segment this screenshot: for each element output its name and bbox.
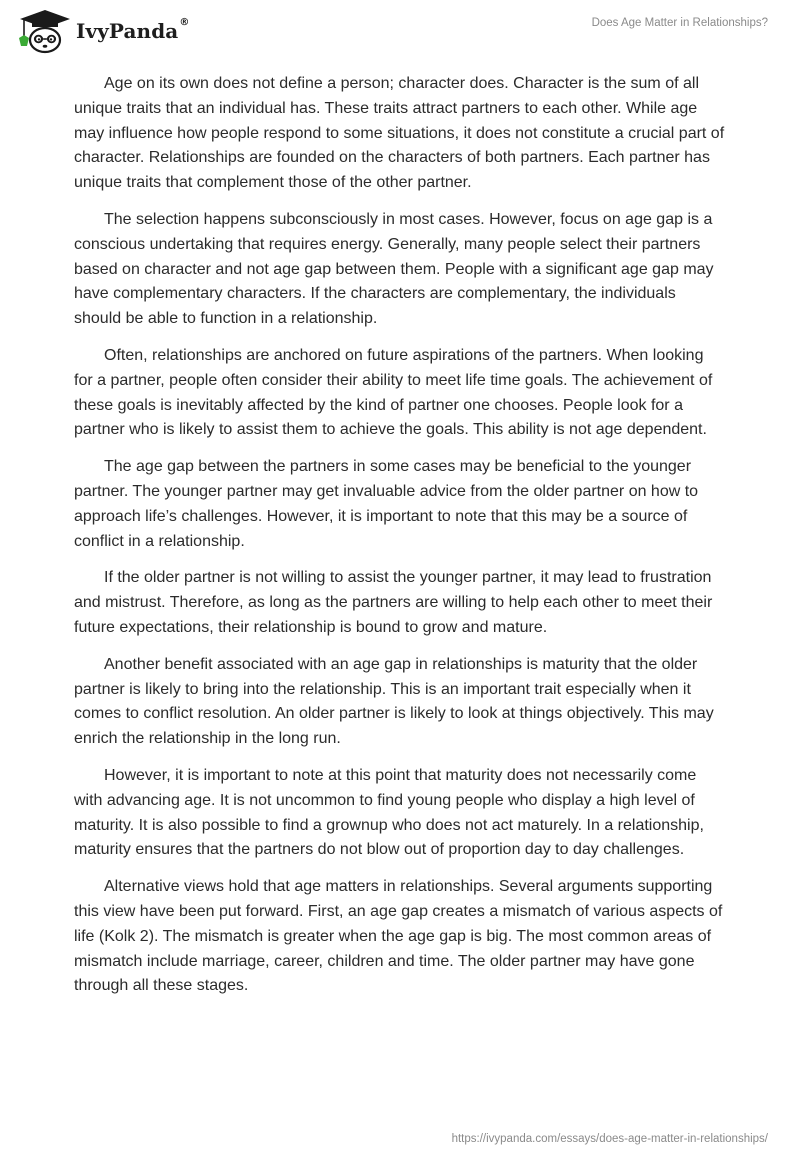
ivypanda-logo[interactable] [14, 8, 189, 54]
paragraph: If the older partner is not willing to assist the younger partner, it may lead to frustration and mistrust. Therefore, as long as the partners are willing to help each other to meet their future expectations, their relationship is bound to grow and mature. [74, 569, 713, 636]
essay-body [74, 72, 726, 1011]
source-url-link[interactable]: https://ivypanda.com/essays/does-age-matter-in-relationships/ [451, 1133, 768, 1145]
paragraph: The selection happens subconsciously in most cases. However, focus on age gap is a conscious undertaking that requires energy. Generally, many people select their partners based on character and not age gap between them. People with a significant age gap may have complementary characters. If the characters are complementary, the individuals should be able to function in a relationship. [74, 210, 714, 328]
page-header [0, 0, 800, 60]
paragraph: Age on its own does not define a person; character does. Character is the sum of all unique traits that an individual has. These traits attract partners to each other. While age may influence how people respond to some situations, it does not constitute a crucial part of character. Relationships are founded on the characters of both partners. Each partner has unique traits that complement those of the other partner. [74, 75, 725, 192]
registered-mark: ® [179, 16, 190, 28]
paragraph: Alternative views hold that age matters in relationships. Several arguments supporting this view have been put forward. First, an age gap creates a mismatch of various aspects of life (Kolk 2). The mismatch is greater when the age gap is big. The most common areas of mismatch include marriage, career, children and time. The older partner may have gone through all these stages. [74, 878, 723, 995]
paragraph: The age gap between the partners in some cases may be beneficial to the younger partner. The younger partner may get invaluable advice from the older partner on how to approach life’s challenges. However, it is important to note that this may be a source of conflict in a relationship. [74, 458, 699, 550]
document-title: Does Age Matter in Relationships? [591, 17, 768, 29]
paragraph: However, it is important to note at this point that maturity does not necessarily come with advancing age. It is not uncommon to find young people who display a high level of maturity. It is also possible to find a grownup who does not act maturely. In a relationship, maturity ensures that the partners do not blow out of proportion day to day challenges. [74, 766, 704, 859]
brand-name: IvyPanda [76, 19, 179, 43]
paragraph: Often, relationships are anchored on future aspirations of the partners. When looking for a partner, people often consider their ability to meet life time goals. The achievement of these goals is inevitably affected by the kind of partner one chooses. People look for a partner who is likely to assist them to achieve the goals. This ability is not age dependent. [74, 346, 713, 439]
paragraph: Another benefit associated with an age gap in relationships is maturity that the older partner is likely to bring into the relationship. This is an important trait especially when it comes to conflict resolution. An older partner is likely to look at things objectively. This may enrich the relationship in the long run. [74, 655, 714, 748]
panda-mascot-icon [14, 8, 72, 54]
